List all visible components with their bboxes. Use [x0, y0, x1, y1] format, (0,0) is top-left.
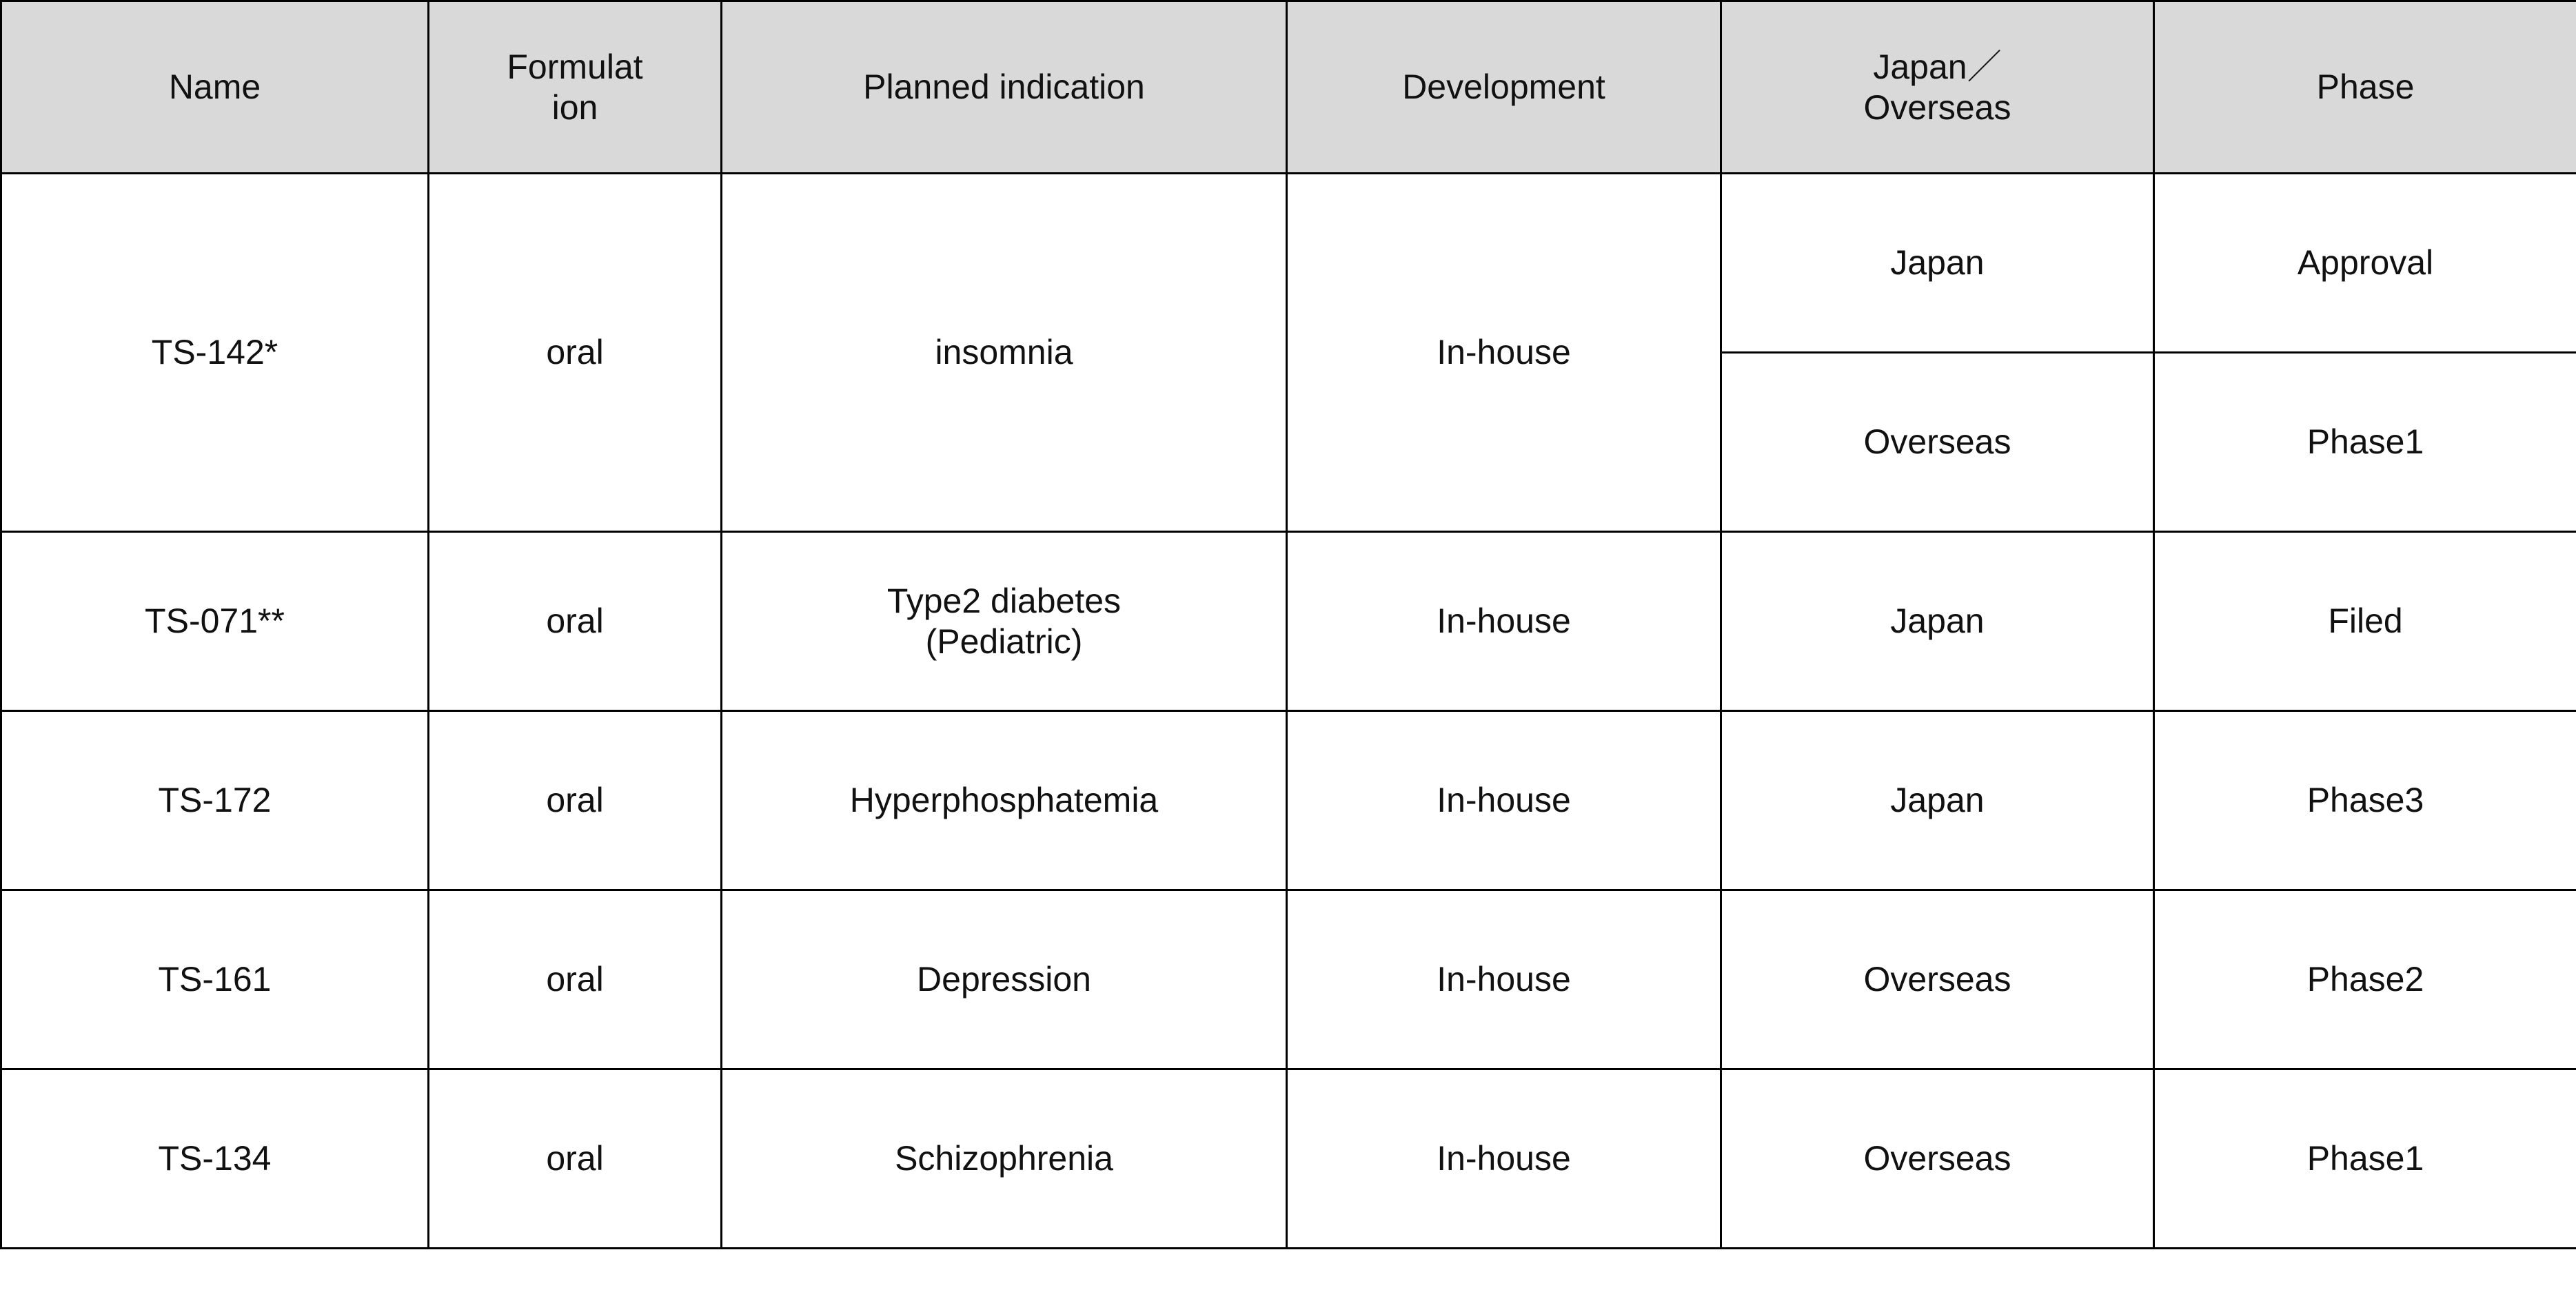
column-header-formulation-line2: ion	[551, 88, 598, 127]
cell-phase: Phase2	[2154, 890, 2576, 1069]
cell-region: Overseas	[1721, 1069, 2154, 1249]
column-header-region-line1: Japan／	[1873, 47, 2002, 86]
table-row	[1, 1069, 2576, 1249]
cell-indication-line2: (Pediatric)	[925, 622, 1083, 661]
cell-name: TS-134	[1, 1069, 429, 1249]
cell-phase: Phase3	[2154, 711, 2576, 890]
cell-indication: insomnia	[722, 174, 1287, 532]
column-header-name: Name	[1, 1, 429, 174]
column-header-phase: Phase	[2154, 1, 2576, 174]
cell-region: Overseas	[1721, 890, 2154, 1069]
column-header-formulation-line1: Formulat	[507, 47, 643, 86]
cell-phase: Phase1	[2154, 1069, 2576, 1249]
cell-indication-line1: Type2 diabetes	[886, 581, 1122, 620]
cell-formulation: oral	[429, 532, 722, 711]
cell-formulation: oral	[429, 174, 722, 532]
table-body	[1, 174, 2576, 1249]
cell-phase: Approval	[2154, 174, 2576, 353]
cell-region: Overseas	[1721, 353, 2154, 532]
table-row	[1, 890, 2576, 1069]
cell-name: TS-172	[1, 711, 429, 890]
cell-indication: Depression	[722, 890, 1287, 1069]
cell-formulation: oral	[429, 711, 722, 890]
cell-formulation: oral	[429, 1069, 722, 1249]
cell-name: TS-142*	[1, 174, 429, 532]
cell-region: Japan	[1721, 711, 2154, 890]
cell-development: In-house	[1287, 711, 1721, 890]
table-row	[1, 174, 2576, 353]
column-header-planned-indication: Planned indication	[722, 1, 1287, 174]
cell-phase: Phase1	[2154, 353, 2576, 532]
cell-indication	[722, 532, 1287, 711]
cell-development: In-house	[1287, 174, 1721, 532]
cell-formulation: oral	[429, 890, 722, 1069]
column-header-region-line2: Overseas	[1863, 88, 2011, 127]
cell-region: Japan	[1721, 532, 2154, 711]
column-header-region	[1721, 1, 2154, 174]
table-row	[1, 711, 2576, 890]
header-row	[1, 1, 2576, 174]
column-header-development: Development	[1287, 1, 1721, 174]
table-header	[1, 1, 2576, 174]
cell-development: In-house	[1287, 532, 1721, 711]
table-row	[1, 532, 2576, 711]
cell-name: TS-071**	[1, 532, 429, 711]
cell-indication: Hyperphosphatemia	[722, 711, 1287, 890]
cell-phase: Filed	[2154, 532, 2576, 711]
cell-region: Japan	[1721, 174, 2154, 353]
column-header-formulation	[429, 1, 722, 174]
cell-name: TS-161	[1, 890, 429, 1069]
cell-development: In-house	[1287, 1069, 1721, 1249]
cell-indication: Schizophrenia	[722, 1069, 1287, 1249]
cell-development: In-house	[1287, 890, 1721, 1069]
